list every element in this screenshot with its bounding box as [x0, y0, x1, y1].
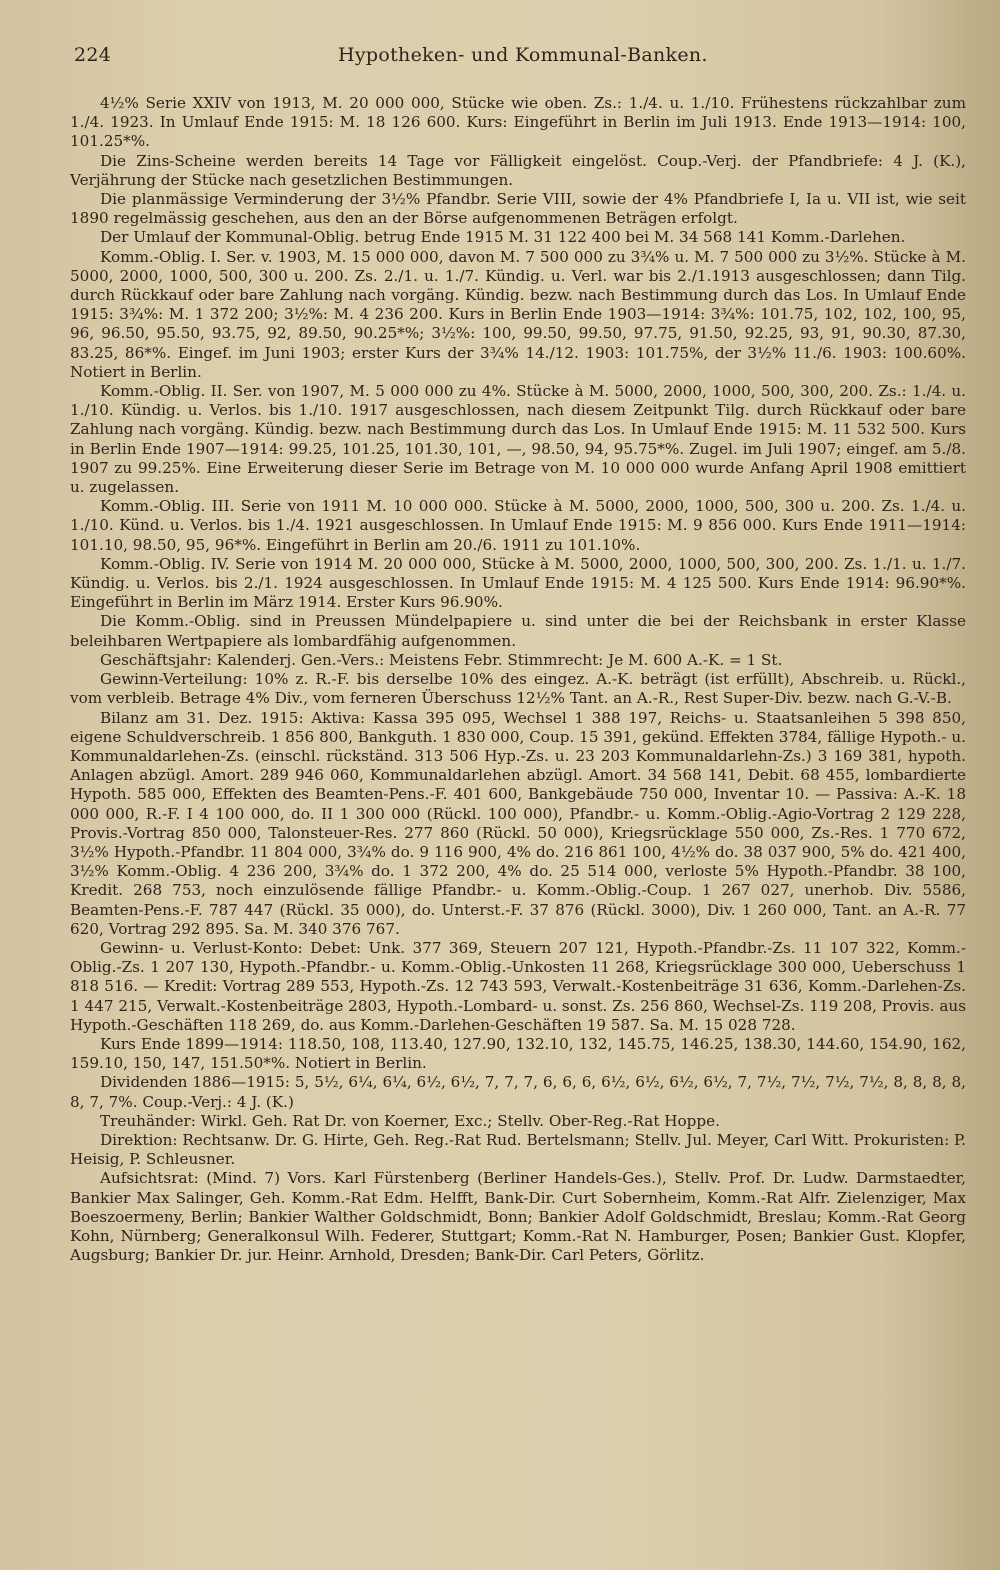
paragraph-komm-oblig-i: Komm.-Oblig. I. Ser. v. 1903, M. 15 000 000, davon M. 7 500 000 zu 3¾% u. M. 7 500 000 zu 3½%. Stücke à M. 5000, 2000, 1000, 500, 300 u. 200. Zs. 2./1. u. 1./7. Kündig. u. Verl. war bis 2./1.1913 ausgeschlossen; dann Tilg. durch Rückkauf oder bare Zahlung nach vorgäng. Kündig. bezw. nach Bestimmung durch das Los. In Umlauf Ende 1915: 3¾%: M. 1 372 200; 3½%: M. 4 236 200. Kurs in Berlin Ende 1903—1914: 3¾%: 101.75, 102, 102, 100, 95, 96, 96.50, 95.50, 93.75, 92, 89.50, 90.25*%; 3½%: 100, 99.50, 99.50, 97.75, 91.50, 92.25, 93, 91, 90.30, 87.30, 83.25, 86*%. Eingef. im Juni 1903; erster Kurs der 3¾% 14./12. 1903: 101.75%, der 3½% 11./6. 1903: 100.60%. Notiert in Berlin. [70, 247, 966, 381]
running-title: Hypotheken- und Kommunal-Banken. [338, 44, 708, 66]
paragraph-treuhaender: Treuhänder: Wirkl. Geh. Rat Dr. von Koerner, Exc.; Stellv. Ober-Reg.-Rat Hoppe. [100, 1111, 720, 1130]
paragraph-aufsichtsrat: Aufsichtsrat: (Mind. 7) Vors. Karl Fürstenberg (Berliner Handels-Ges.), Stellv. Prof. Dr. Ludw. Darmstaedter, Bankier Max Salinger, Geh. Komm.-Rat Edm. Helfft, Bank-Dir. Curt Sobernheim, Komm.-Rat Alfr. Zielenziger, Max Boeszoermeny, Berlin; Bankier Walther Goldschmidt, Bonn; Bankier Adolf Goldschmidt, Breslau; Komm.-Rat Georg Kohn, Nürnberg; Generalkonsul Wilh. Federer, Stuttgart; Komm.-Rat N. Hamburger, Posen; Bankier Gust. Klopfer, Augsburg; Bankier Dr. jur. Heinr. Arnhold, Dresden; Bank-Dir. Carl Peters, Görlitz. [70, 1169, 966, 1265]
paragraph-dividenden: Dividenden 1886—1915: 5, 5½, 6¼, 6¼, 6½, 6½, 7, 7, 7, 6, 6, 6, 6½, 6½, 6½, 6½, 7, 7½, 7½, 7½, 7½, 8, 8, 8, 8, 8, 7, 7%. Coup.-Verj.: 4 J. (K.) [70, 1073, 966, 1111]
paragraph-muendelpapiere: Die Komm.-Oblig. sind in Preussen Mündelpapiere u. sind unter die bei der Reichsbank in erster Klasse beleihbaren Wertpapiere als lombardfähig aufgenommen. [70, 612, 966, 650]
paragraph-zins-scheine: Die Zins-Scheine werden bereits 14 Tage vor Fälligkeit eingelöst. Coup.-Verj. der Pfandbriefe: 4 J. (K.), Verjährung der Stücke nach gesetzlichen Bestimmungen. [70, 151, 966, 189]
paragraph-verminderung: Die planmässige Verminderung der 3½% Pfandbr. Serie VIII, sowie der 4% Pfandbriefe I, Ia u. VII ist, wie seit 1890 regelmässig geschehen, aus den an der Börse aufgenommenen Beträgen erfolgt. [70, 190, 966, 228]
paragraph-gewinn-verteilung: Gewinn-Verteilung: 10% z. R.-F. bis derselbe 10% des eingez. A.-K. beträgt (ist erfüllt), Abschreib. u. Rückl., vom verbleib. Betrage 4% Div., vom ferneren Überschuss 12½% Tant. an A.-R., Rest Super-Div. bezw. nach G.-V.-B. [70, 670, 966, 708]
paragraph-geschaeftsjahr: Geschäftsjahr: Kalenderj. Gen.-Vers.: Meistens Febr. Stimmrecht: Je M. 600 A.-K. = 1 St. [100, 650, 783, 669]
paragraph-gewinn-verlust: Gewinn- u. Verlust-Konto: Debet: Unk. 377 369, Steuern 207 121, Hypoth.-Pfandbr.-Zs. 11 107 322, Komm.-Oblig.-Zs. 1 207 130, Hypoth.-Pfandbr.- u. Komm.-Oblig.-Unkosten 11 268, Kriegsrücklage 300 000, Ueberschuss 1 818 516. — Kredit: Vortrag 289 553, Hypoth.-Zs. 12 743 593, Verwalt.-Kostenbeiträge 31 636, Komm.-Darlehen-Zs. 1 447 215, Verwalt.-Kostenbeiträge 2803, Hypoth.-Lombard- u. sonst. Zs. 256 860, Wechsel-Zs. 119 208, Provis. aus Hypoth.-Geschäften 118 269, do. aus Komm.-Darlehen-Geschäften 19 587. Sa. M. 15 028 728. [70, 938, 966, 1034]
paragraph-bilanz: Bilanz am 31. Dez. 1915: Aktiva: Kassa 395 095, Wechsel 1 388 197, Reichs- u. Staatsanleihen 5 398 850, eigene Schuldverschreib. 1 856 800, Bankguth. 1 830 000, Coup. 15 391, gekünd. Effekten 3784, fällige Hypoth.- u. Kommunaldarlehen-Zs. (einschl. rückständ. 313 506 Hyp.-Zs. u. 23 203 Kommunaldarlehn-Zs.) 3 169 381, hypoth. Anlagen abzügl. Amort. 289 946 060, Kommunaldarlehen abzügl. Amort. 34 568 141, Debit. 68 455, lombardierte Hypoth. 585 000, Effekten des Beamten-Pens.-F. 401 600, Bankgebäude 750 000, Inventar 10. — Passiva: A.-K. 18 000 000, R.-F. I 4 100 000, do. II 1 300 000 (Rückl. 100 000), Pfandbr.- u. Komm.-Oblig.-Agio-Vortrag 2 129 228, Provis.-Vortrag 850 000, Talonsteuer-Res. 277 860 (Rückl. 50 000), Kriegsrücklage 550 000, Zs.-Res. 1 770 672, 3½% Hypoth.-Pfandbr. 11 804 000, 3¾% do. 9 116 900, 4% do. 216 861 100, 4½% do. 38 037 900, 5% do. 421 400, 3½% Komm.-Oblig. 4 236 200, 3¾% do. 1 372 200, 4% do. 25 514 000, verloste 5% Hypoth.-Pfandbr. 38 100, Kredit. 268 753, noch einzulösende fällige Pfandbr.- u. Komm.-Oblig.-Coup. 1 267 027, unerhob. Div. 5586, Beamten-Pens.-F. 787 447 (Rückl. 35 000), do. Unterst.-F. 37 876 (Rückl. 3000), Div. 1 260 000, Tant. an A.-R. 77 620, Vortrag 292 895. Sa. M. 340 376 767. [70, 708, 966, 938]
paragraph-umlauf: Der Umlauf der Kommunal-Oblig. betrug Ende 1915 M. 31 122 400 bei M. 34 568 141 Komm.-Darlehen. [100, 228, 906, 247]
page-body [70, 94, 966, 1265]
paragraph-direktion: Direktion: Rechtsanw. Dr. G. Hirte, Geh. Reg.-Rat Rud. Bertelsmann; Stellv. Jul. Meyer, Carl Witt. Prokuristen: P. Heisig, P. Schleusner. [70, 1130, 966, 1169]
paragraph-komm-oblig-ii: Komm.-Oblig. II. Ser. von 1907, M. 5 000 000 zu 4%. Stücke à M. 5000, 2000, 1000, 500, 300, 200. Zs.: 1./4. u. 1./10. Kündig. u. Verlos. bis 1./10. 1917 ausgeschlossen, nach diesem Zeitpunkt Tilg. durch Rückkauf oder bare Zahlung nach vorgäng. Kündig. bezw. nach Bestimmung durch das Los. In Umlauf Ende 1915: M. 11 532 500. Kurs in Berlin Ende 1907—1914: 99.25, 101.25, 101.30, 101, —, 98.50, 94, 95.75*%. Zugel. im Juli 1907; eingef. am 5./8. 1907 zu 99.25%. Eine Erweiterung dieser Serie im Betrage von M. 10 000 000 wurde Anfang April 1908 emittiert u. zugelassen. [70, 382, 966, 497]
paragraph-komm-oblig-iv: Komm.-Oblig. IV. Serie von 1914 M. 20 000 000, Stücke à M. 5000, 2000, 1000, 500, 300, 200. Zs. 1./1. u. 1./7. Kündig. u. Verlos. bis 2./1. 1924 ausgeschlossen. In Umlauf Ende 1915: M. 4 125 500. Kurs Ende 1914: 96.90*%. Eingeführt in Berlin im März 1914. Erster Kurs 96.90%. [70, 554, 966, 612]
page-number: 224 [74, 44, 112, 66]
paragraph-komm-oblig-iii: Komm.-Oblig. III. Serie von 1911 M. 10 000 000. Stücke à M. 5000, 2000, 1000, 500, 300 u. 200. Zs. 1./4. u. 1./10. Künd. u. Verlos. bis 1./4. 1921 ausgeschlossen. In Umlauf Ende 1915: M. 9 856 000. Kurs Ende 1911—1914: 101.10, 98.50, 95, 96*%. Eingeführt in Berlin am 20./6. 1911 zu 101.10%. [70, 497, 966, 554]
paragraph-kurs: Kurs Ende 1899—1914: 118.50, 108, 113.40, 127.90, 132.10, 132, 145.75, 146.25, 138.30, 144.60, 154.90, 162, 159.10, 150, 147, 151.50*%. Notiert in Berlin. [70, 1034, 966, 1073]
paragraph-serie-xxiv: 4½% Serie XXIV von 1913, M. 20 000 000, Stücke wie oben. Zs.: 1./4. u. 1./10. Frühestens rückzahlbar zum 1./4. 1923. In Umlauf Ende 1915: M. 18 126 600. Kurs: Eingeführt in Berlin im Juli 1913. Ende 1913—1914: 100, 101.25*%. [70, 94, 966, 151]
page-header [70, 44, 966, 78]
